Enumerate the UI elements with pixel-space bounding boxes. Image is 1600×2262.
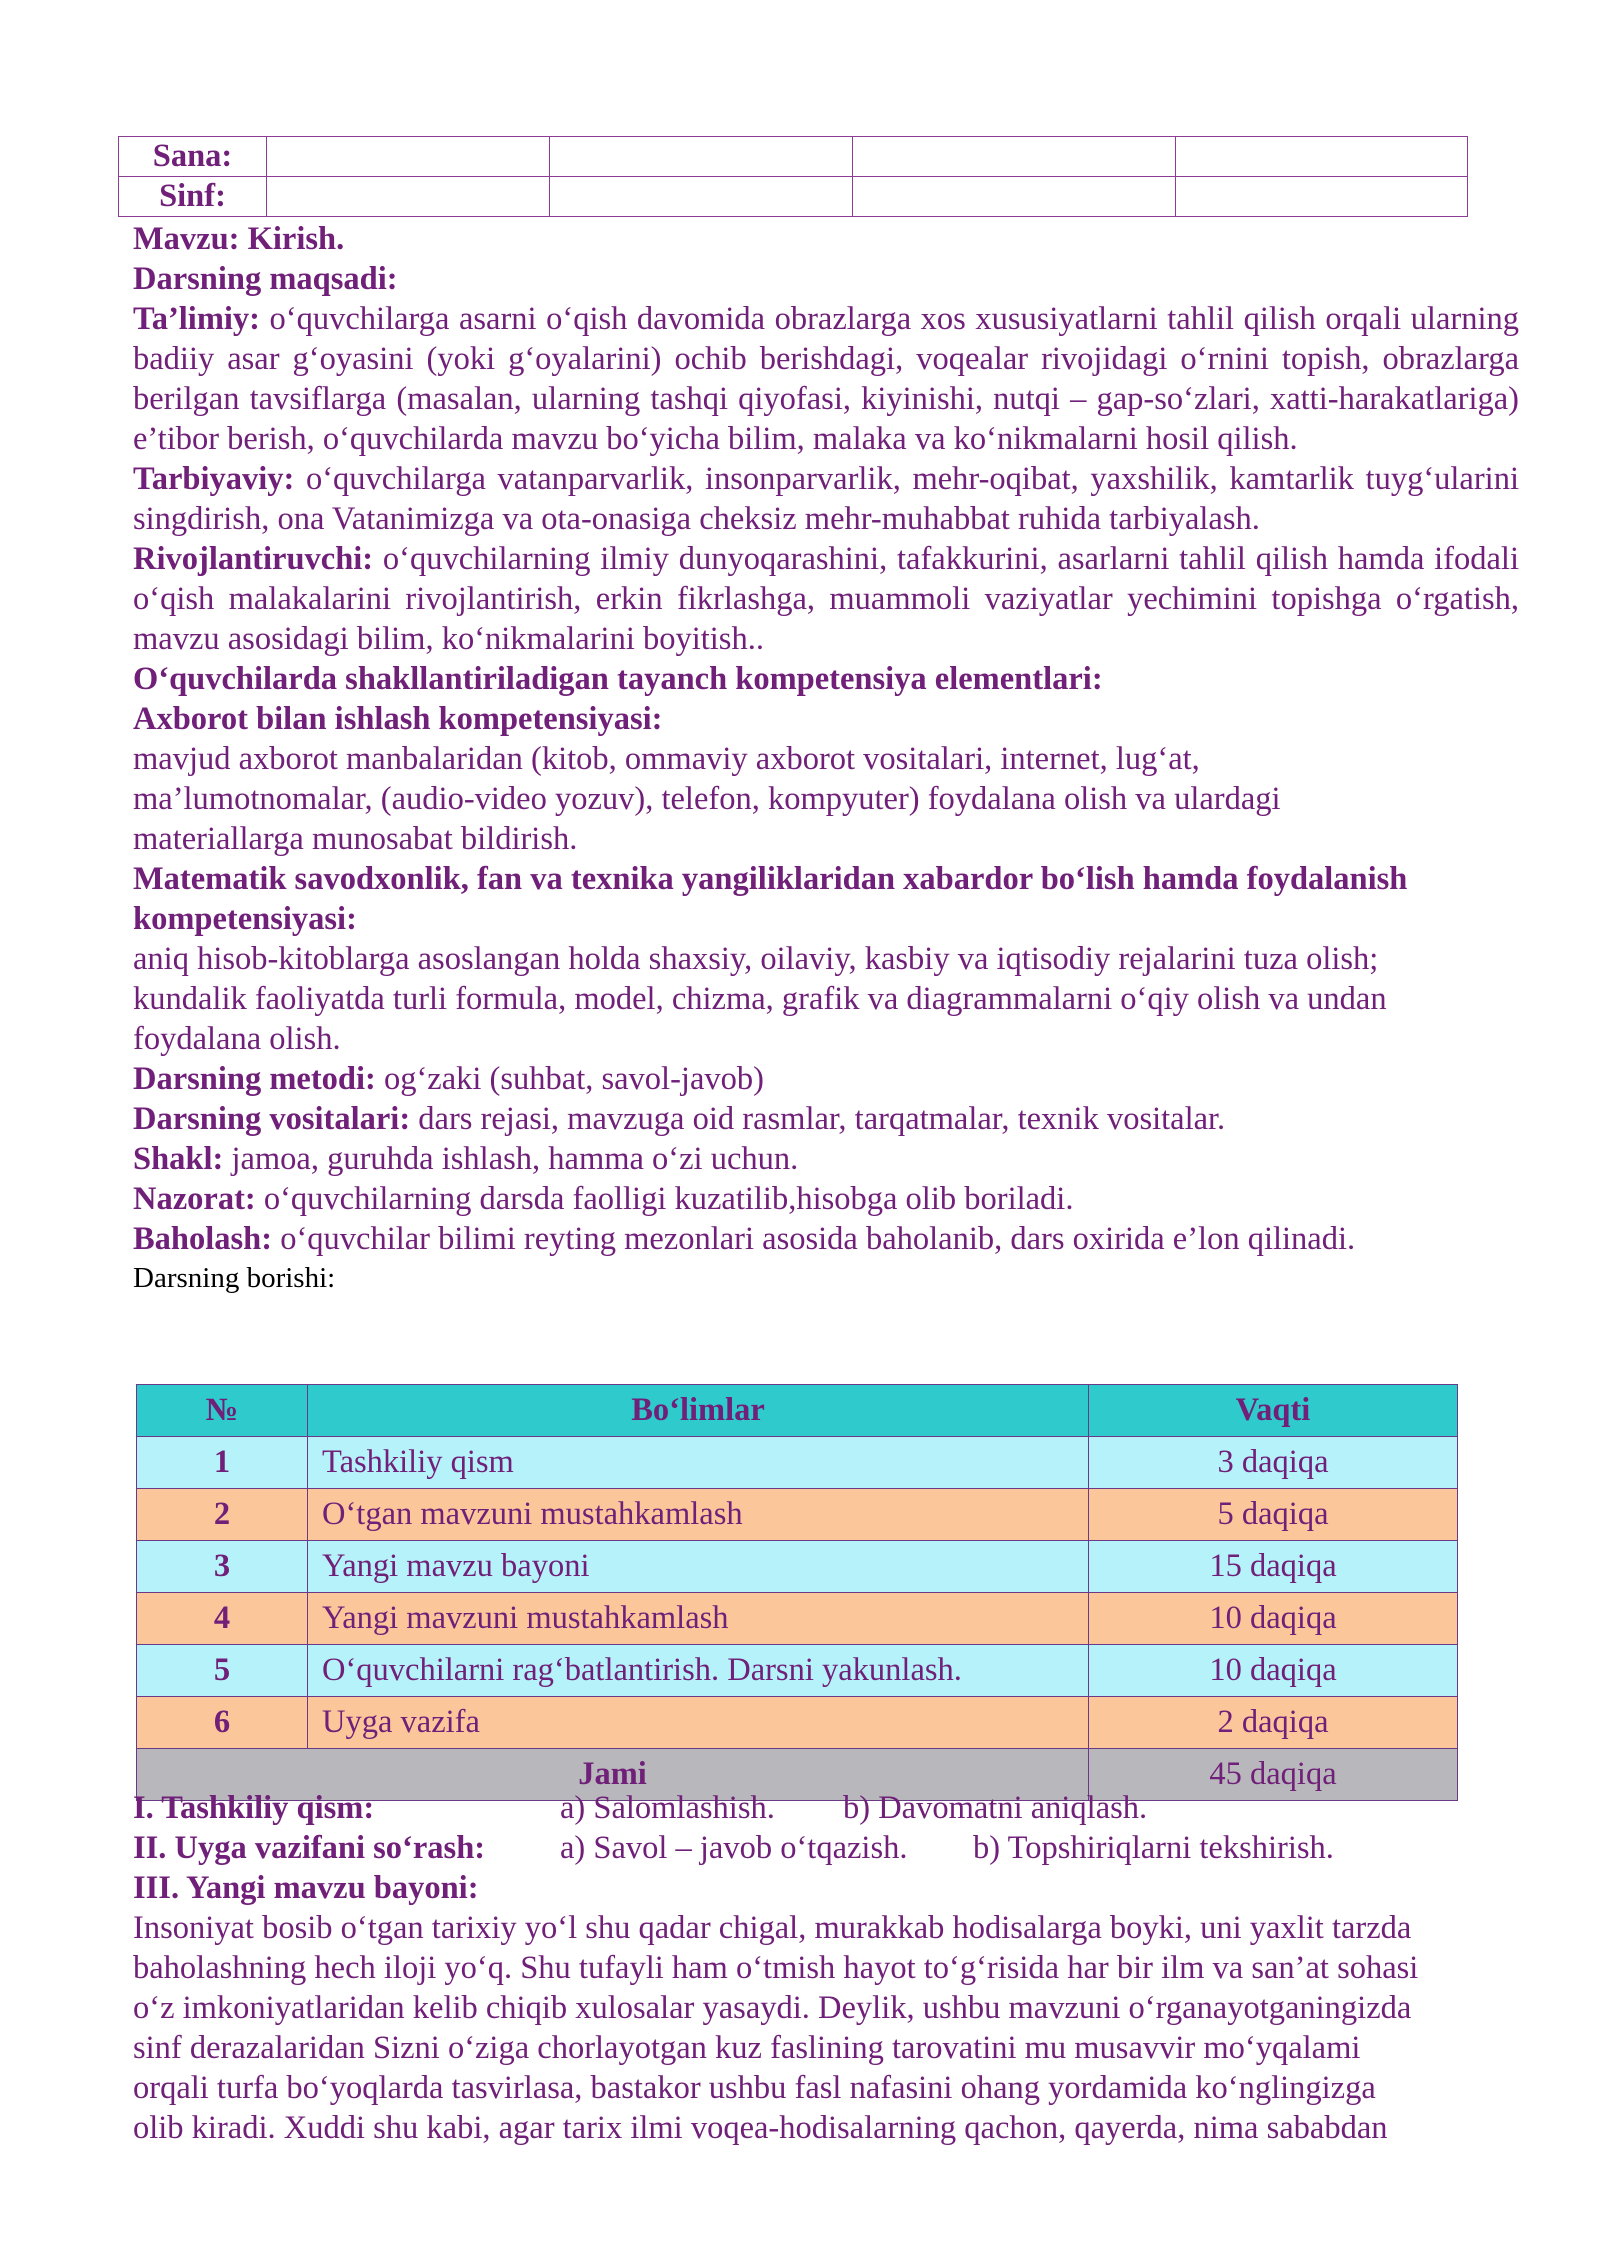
tools-label: Darsning vositalari: (133, 1101, 411, 1137)
row-section: Yangi mavzu bayoni (308, 1541, 1089, 1593)
row-time: 10 daqiqa (1089, 1593, 1458, 1645)
row-time: 10 daqiqa (1089, 1645, 1458, 1697)
upbringing-goal (133, 459, 1519, 539)
assessment-line (133, 1219, 1519, 1259)
table-row (137, 1437, 1458, 1489)
body-line: sinf derazalaridan Sizni o‘ziga chorlayotgan kuz faslining tarovatini mu musavvir mo‘yqalami (133, 2030, 1361, 2066)
control-text: o‘quvchilarning darsda faolligi kuzatilib,hisobga olib boriladi. (255, 1181, 1074, 1217)
info-competency-heading: Axborot bilan ishlash kompetensiyasi: (133, 701, 663, 737)
table-row (137, 1645, 1458, 1697)
developmental-goal-label: Rivojlantiruvchi: (133, 541, 374, 577)
body-line: o‘z imkoniyatlaridan kelib chiqib xulosalar yasaydi. Deylik, ushbu mavzuni o‘rganayotganingizda (133, 1990, 1412, 2026)
form-text: jamoa, guruhda ishlash, hamma o‘zi uchun. (223, 1141, 799, 1177)
date-cell (550, 137, 853, 177)
class-cell (550, 177, 853, 217)
form-label: Shakl: (133, 1141, 224, 1177)
table-row (137, 1697, 1458, 1749)
row-section: O‘tgan mavzuni mustahkamlash (308, 1489, 1089, 1541)
stage-3-title: III. Yangi mavzu bayoni: (133, 1870, 479, 1906)
tools-line (133, 1099, 1519, 1139)
stage-1-item-a: a) Salomlashish. (560, 1790, 775, 1826)
row-number: 4 (137, 1593, 308, 1645)
table-header-row (137, 1385, 1458, 1437)
date-row (119, 137, 1468, 177)
stage-organizational (133, 1788, 1519, 1828)
lesson-flow-table (136, 1384, 1458, 1801)
info-competency-line: ma’lumotnomalar, (audio-video yozuv), telefon, kompyuter) foydalana olish va ulardagi (133, 781, 1281, 817)
row-time: 5 daqiqa (1089, 1489, 1458, 1541)
upbringing-goal-label: Tarbiyaviy: (133, 461, 295, 497)
method-label: Darsning metodi: (133, 1061, 376, 1097)
column-header-time: Vaqti (1089, 1385, 1458, 1437)
method-line (133, 1059, 1519, 1099)
row-time: 15 daqiqa (1089, 1541, 1458, 1593)
stage-2-title: II. Uyga vazifani so‘rash: (133, 1830, 486, 1866)
class-label: Sinf: (119, 177, 267, 217)
math-competency-line: kundalik faoliyatda turli formula, model, chizma, grafik va diagrammalarni o‘qiy olish va undan (133, 981, 1387, 1017)
column-header-sections: Bo‘limlar (308, 1385, 1089, 1437)
math-competency-line: foydalana olish. (133, 1021, 341, 1057)
row-section: Uyga vazifa (308, 1697, 1089, 1749)
row-number: 6 (137, 1697, 308, 1749)
educational-goal-text: o‘quvchilarga asarni o‘qish davomida obrazlarga xos xususiyatlarni tahlil qilish orqali ularning badiiy asar g‘oyasini (yoki g‘oyalarini) ochib berishdagi, voqealar rivojidagi o‘rnini topish, obrazlarga berilgan tavsiflarga (masalan, ularning tashqi qiyofasi, kiyinishi, nutqi – gap-so‘zlari, xatti-harakatlariga) e’tibor berish, o‘quvchilarda mavzu bo‘yicha bilim, malaka va ko‘nikmalarni hosil qilish. (133, 301, 1519, 457)
row-number: 1 (137, 1437, 308, 1489)
educational-goal (133, 299, 1519, 459)
date-cell (853, 137, 1176, 177)
developmental-goal (133, 539, 1519, 659)
body-line: baholashning hech iloji yo‘q. Shu tufayli ham o‘tmish hayot to‘g‘risida har bir ilm va san’at sohasi (133, 1950, 1419, 1986)
control-label: Nazorat: (133, 1181, 256, 1217)
column-header-number: № (137, 1385, 308, 1437)
control-line (133, 1179, 1519, 1219)
lesson-stages (133, 1788, 1519, 2148)
date-cell (1176, 137, 1468, 177)
date-cell (267, 137, 550, 177)
row-number: 2 (137, 1489, 308, 1541)
date-label: Sana: (119, 137, 267, 177)
stage-1-item-b: b) Davomatni aniqlash. (843, 1790, 1148, 1826)
upbringing-goal-text: o‘quvchilarga vatanparvarlik, insonparvarlik, mehr-oqibat, yaxshilik, kamtarlik tuyg‘ularini singdirish, ona Vatanimizga va ota-onasiga cheksiz mehr-muhabbat ruhida tarbiyalash. (133, 461, 1519, 537)
competency-heading: O‘quvchilarda shakllantiriladigan tayanch kompetensiya elementlari: (133, 661, 1103, 697)
class-cell (267, 177, 550, 217)
row-section: Yangi mavzuni mustahkamlash (308, 1593, 1089, 1645)
body-line: orqali turfa bo‘yoqlarda tasvirlasa, bastakor ushbu fasl nafasini ohang yordamida ko‘nglingizga (133, 2070, 1376, 2106)
row-time: 2 daqiqa (1089, 1697, 1458, 1749)
math-competency-heading: Matematik savodxonlik, fan va texnika yangiliklaridan xabardor bo‘lish hamda foydalanish kompetensiyasi: (133, 861, 1408, 937)
table-row (137, 1593, 1458, 1645)
developmental-goal-text: o‘quvchilarning ilmiy dunyoqarashini, tafakkurini, asarlarni tahlil qilish hamda ifodali o‘qish malakalarini rivojlantirish, erkin fikrlashga, muammoli vaziyatlar yechimini topishga o‘rgatish, mavzu asosidagi bilim, ko‘nikmalarini boyitish.. (133, 541, 1519, 657)
form-line (133, 1139, 1519, 1179)
row-section: O‘quvchilarni rag‘batlantirish. Darsni yakunlash. (308, 1645, 1089, 1697)
row-number: 5 (137, 1645, 308, 1697)
date-class-table (118, 136, 1468, 217)
topic-heading: Mavzu: Kirish. (133, 221, 345, 257)
tools-text: dars rejasi, mavzuga oid rasmlar, tarqatmalar, texnik vositalar. (410, 1101, 1226, 1137)
table-row (137, 1489, 1458, 1541)
method-text: og‘zaki (suhbat, savol-javob) (375, 1061, 764, 1097)
info-competency-line: materiallarga munosabat bildirish. (133, 821, 578, 857)
row-time: 3 daqiqa (1089, 1437, 1458, 1489)
row-number: 3 (137, 1541, 308, 1593)
stage-2-item-a: a) Savol – javob o‘tqazish. (560, 1830, 908, 1866)
body-line: Insoniyat bosib o‘tgan tarixiy yo‘l shu qadar chigal, murakkab hodisalarga boyki, uni yaxlit tarzda (133, 1910, 1412, 1946)
class-cell (1176, 177, 1468, 217)
table-row (137, 1541, 1458, 1593)
lesson-plan-body (133, 219, 1519, 1297)
educational-goal-label: Ta’limiy: (133, 301, 261, 337)
body-line: olib kiradi. Xuddi shu kabi, agar tarix ilmi voqea-hodisalarning qachon, qayerda, nima sababdan (133, 2110, 1388, 2146)
stage-2-item-b: b) Topshiriqlarni tekshirish. (973, 1830, 1334, 1866)
lesson-flow-label: Darsning borishi: (133, 1262, 336, 1294)
stage-1-title: I. Tashkiliy qism: (133, 1790, 375, 1826)
stage-homework-check (133, 1828, 1519, 1868)
total-time: 45 daqiqa (1089, 1749, 1458, 1801)
assessment-label: Baholash: (133, 1221, 273, 1257)
math-competency-line: aniq hisob-kitoblarga asoslangan holda shaxsiy, oilaviy, kasbiy va iqtisodiy rejalarini tuza olish; (133, 941, 1379, 977)
class-row (119, 177, 1468, 217)
assessment-text: o‘quvchilar bilimi reyting mezonlari asosida baholanib, dars oxirida e’lon qilinadi. (272, 1221, 1356, 1257)
goals-heading: Darsning maqsadi: (133, 261, 398, 297)
row-section: Tashkiliy qism (308, 1437, 1089, 1489)
class-cell (853, 177, 1176, 217)
info-competency-line: mavjud axborot manbalaridan (kitob, ommaviy axborot vositalari, internet, lug‘at, (133, 741, 1200, 777)
total-label: Jami (137, 1749, 1089, 1801)
